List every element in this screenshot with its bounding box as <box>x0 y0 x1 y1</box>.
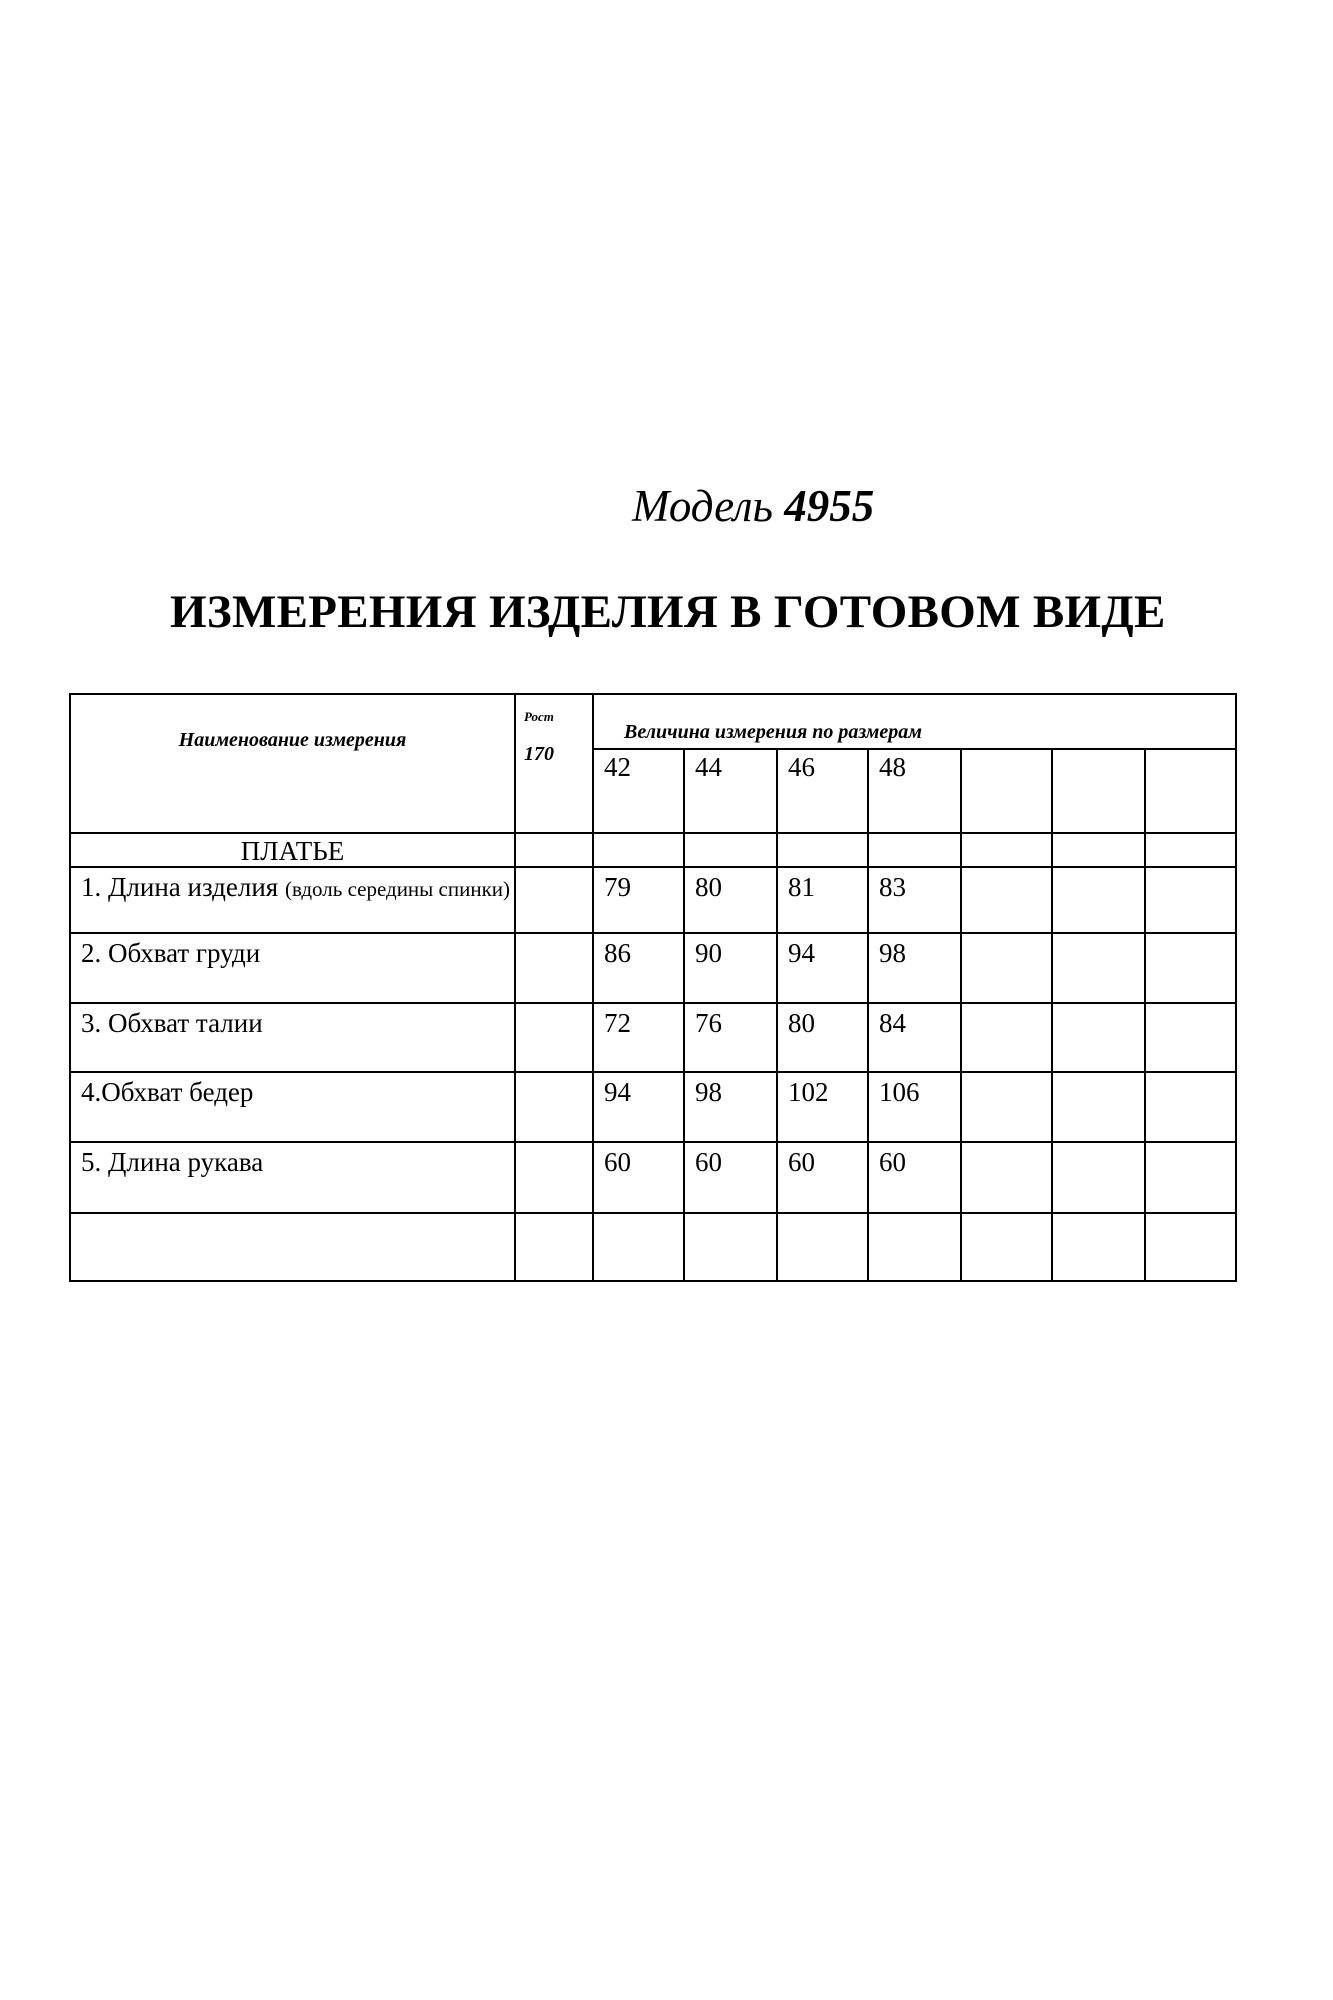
measurement-name: 5. Длина рукава <box>70 1142 515 1213</box>
value-cell: 94 <box>593 1072 684 1142</box>
size-cell: 48 <box>868 749 961 833</box>
empty-row <box>70 1213 1236 1281</box>
value-cell: 98 <box>684 1072 777 1142</box>
empty-cell <box>961 833 1052 867</box>
empty-cell <box>593 833 684 867</box>
empty-cell <box>961 1072 1052 1142</box>
empty-cell <box>1052 1213 1145 1281</box>
empty-cell <box>515 833 593 867</box>
measurement-label: 1. Длина изделия <box>81 872 279 902</box>
rost-cell <box>515 933 593 1003</box>
empty-cell <box>1052 933 1145 1003</box>
header-rost <box>515 694 593 833</box>
empty-cell <box>515 1213 593 1281</box>
header-row <box>70 694 1236 749</box>
empty-cell <box>1052 867 1145 933</box>
header-measurement-name: Наименование измерения <box>70 694 515 833</box>
empty-cell <box>1145 1142 1236 1213</box>
document-title: ИЗМЕРЕНИЯ ИЗДЕЛИЯ В ГОТОВОМ ВИДЕ <box>170 586 1166 638</box>
value-cell: 80 <box>684 867 777 933</box>
value-cell: 86 <box>593 933 684 1003</box>
value-cell: 94 <box>777 933 868 1003</box>
rost-cell <box>515 1003 593 1072</box>
empty-cell <box>593 1213 684 1281</box>
size-cell: 44 <box>684 749 777 833</box>
measurement-name: 2. Обхват груди <box>70 933 515 1003</box>
empty-cell <box>1145 833 1236 867</box>
empty-cell <box>1145 933 1236 1003</box>
measurement-name: 3. Обхват талии <box>70 1003 515 1072</box>
empty-cell <box>684 1213 777 1281</box>
model-label: Модель <box>632 481 774 531</box>
empty-cell <box>1145 1072 1236 1142</box>
value-cell: 60 <box>777 1142 868 1213</box>
value-cell: 79 <box>593 867 684 933</box>
empty-cell <box>777 1213 868 1281</box>
empty-cell <box>961 933 1052 1003</box>
section-row <box>70 833 1236 867</box>
empty-cell <box>1145 867 1236 933</box>
empty-cell <box>70 1213 515 1281</box>
value-cell: 98 <box>868 933 961 1003</box>
empty-cell <box>684 833 777 867</box>
table-row <box>70 867 1236 933</box>
table-row <box>70 1142 1236 1213</box>
empty-cell <box>961 1213 1052 1281</box>
value-cell: 60 <box>868 1142 961 1213</box>
size-cell: 42 <box>593 749 684 833</box>
rost-value: 170 <box>524 743 554 765</box>
value-cell: 72 <box>593 1003 684 1072</box>
empty-cell <box>1052 1003 1145 1072</box>
empty-cell <box>868 833 961 867</box>
rost-cell <box>515 1142 593 1213</box>
value-cell: 81 <box>777 867 868 933</box>
empty-cell <box>961 1003 1052 1072</box>
measurement-note: (вдоль середины спинки) <box>284 877 511 901</box>
table-row <box>70 1003 1236 1072</box>
value-cell: 83 <box>868 867 961 933</box>
table-row <box>70 933 1236 1003</box>
rost-label: Рост <box>524 709 554 724</box>
value-cell: 102 <box>777 1072 868 1142</box>
size-cell <box>1052 749 1145 833</box>
value-cell: 84 <box>868 1003 961 1072</box>
value-cell: 60 <box>684 1142 777 1213</box>
measurement-name: 4.Обхват бедер <box>70 1072 515 1142</box>
empty-cell <box>1145 1213 1236 1281</box>
empty-cell <box>1052 833 1145 867</box>
section-label: ПЛАТЬЕ <box>70 833 515 867</box>
empty-cell <box>1052 1072 1145 1142</box>
empty-cell <box>868 1213 961 1281</box>
value-cell: 90 <box>684 933 777 1003</box>
empty-cell <box>777 833 868 867</box>
rost-cell <box>515 867 593 933</box>
empty-cell <box>961 867 1052 933</box>
size-cell <box>1145 749 1236 833</box>
model-number: 4955 <box>784 481 875 531</box>
table-row <box>70 1072 1236 1142</box>
model-title <box>632 480 874 532</box>
empty-cell <box>961 1142 1052 1213</box>
value-cell: 60 <box>593 1142 684 1213</box>
empty-cell <box>1145 1003 1236 1072</box>
size-cell: 46 <box>777 749 868 833</box>
value-cell: 76 <box>684 1003 777 1072</box>
measurements-table <box>69 693 1237 1282</box>
size-cell <box>961 749 1052 833</box>
value-cell: 106 <box>868 1072 961 1142</box>
header-sizes: Величина измерения по размерам <box>593 694 1236 749</box>
value-cell: 80 <box>777 1003 868 1072</box>
rost-cell <box>515 1072 593 1142</box>
measurement-name <box>70 867 515 933</box>
empty-cell <box>1052 1142 1145 1213</box>
